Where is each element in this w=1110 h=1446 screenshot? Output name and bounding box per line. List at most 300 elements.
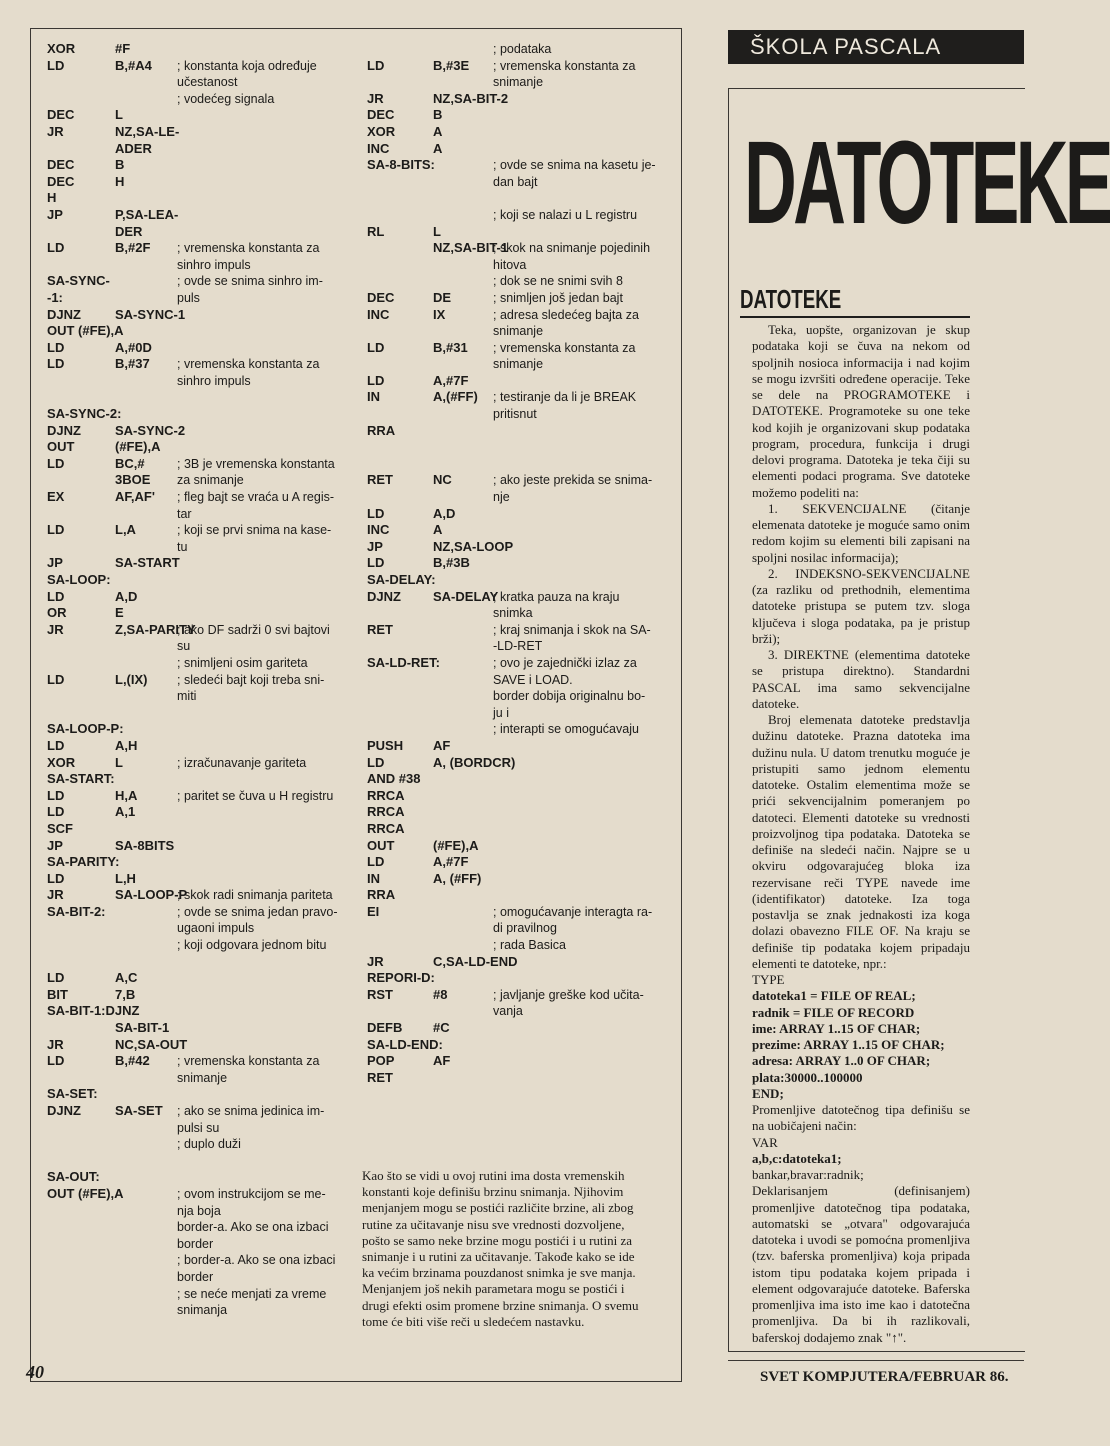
code-comment: ; izračunavanje gariteta — [177, 755, 307, 770]
code-label: SA-PARITY: — [47, 854, 120, 870]
code-label: JP — [47, 555, 63, 571]
code-comment: ; rada Basica — [493, 938, 566, 953]
code-comment — [493, 1053, 672, 1070]
code-line — [367, 987, 672, 1004]
prose-line: snimanje i u rutini za učitavanje. Takođe kako se ide — [362, 1249, 635, 1265]
code-operand: H,A — [115, 787, 138, 803]
code-operand: SA-SYNC-1 — [115, 306, 186, 322]
code-comment: ; javljanje greške kod učita- — [493, 987, 644, 1002]
code-line — [47, 1086, 347, 1103]
code-comment — [177, 41, 347, 58]
code-label — [47, 1136, 115, 1153]
code-line — [367, 522, 672, 539]
footer-rule — [728, 1360, 1024, 1361]
code-line — [367, 157, 672, 174]
code-line — [367, 638, 672, 655]
code-comment: ; vremenska konstanta za — [177, 357, 320, 372]
code-comment — [493, 1070, 672, 1087]
code-comment: ; omogućavanje interagta ra- — [493, 904, 653, 919]
code-line — [47, 1120, 347, 1137]
code-line — [47, 406, 347, 423]
code-line — [47, 240, 347, 257]
code-line — [47, 356, 347, 373]
code-comment — [493, 838, 672, 855]
code-operand — [115, 273, 177, 290]
code-comment — [177, 838, 347, 855]
code-operand — [115, 1219, 177, 1236]
code-comment — [177, 721, 347, 738]
code-operand — [433, 406, 493, 423]
code-label: SA-LD-RET: — [367, 654, 440, 670]
code-line — [47, 1070, 347, 1087]
code-line — [367, 555, 672, 572]
code-comment: ; podataka — [493, 42, 552, 56]
code-comment: pulsi su — [177, 1120, 220, 1135]
code-operand — [115, 1186, 177, 1203]
code-operand: B — [433, 107, 443, 123]
code-comment: ; vremenska konstanta za — [177, 1054, 320, 1069]
code-line — [367, 655, 672, 672]
big-title: DATOTEKE — [744, 117, 1110, 249]
code-label: SA-LOOP-P: — [47, 721, 124, 737]
code-label — [367, 705, 433, 722]
article-paragraph: 2. INDEKSNO-SEKVENCIJALNE (za razliku od prethodnih, elementima datoteke pristupa se putem tzv. sloga ključeva i sloga podataka, pa je pristup brži); — [752, 565, 970, 646]
code-label — [47, 1286, 115, 1303]
code-comment — [493, 423, 672, 440]
code-operand: A,D — [115, 588, 138, 604]
code-line — [47, 1236, 347, 1253]
code-line — [367, 887, 672, 904]
code-line — [47, 307, 347, 324]
code-label: SA-SYNC-2: — [47, 406, 122, 422]
code-comment — [177, 738, 347, 755]
code-comment: di pravilnog — [493, 921, 557, 936]
code-label: RRA — [367, 887, 396, 903]
code-comment: ; ako DF sadrži 0 svi bajtovi — [177, 622, 330, 637]
code-label: JP — [47, 206, 63, 222]
code-label — [367, 406, 433, 423]
code-comment: učestanost — [177, 75, 238, 90]
code-line — [367, 970, 672, 987]
code-operand — [433, 904, 493, 921]
code-label — [367, 672, 433, 689]
code-operand: BC,# — [115, 455, 145, 471]
code-comment — [493, 970, 672, 987]
code-comment — [493, 804, 672, 821]
code-operand — [115, 257, 177, 274]
code-operand: B,#A4 — [115, 57, 152, 73]
code-line — [367, 705, 672, 722]
code-comment — [493, 1037, 672, 1054]
code-comment: ; adresa sledećeg bajta za — [493, 307, 639, 322]
code-line — [367, 91, 672, 108]
code-comment: ; ovom instrukcijom se me- — [177, 1186, 326, 1201]
code-label: -1: — [47, 289, 63, 305]
code-label: XOR — [367, 123, 396, 139]
code-operand: A,1 — [115, 804, 136, 820]
code-line — [47, 589, 347, 606]
code-line — [47, 937, 347, 954]
code-label — [367, 920, 433, 937]
code-line — [47, 1136, 347, 1153]
code-label: H — [47, 190, 57, 206]
code-comment: ju i — [493, 705, 509, 720]
code-comment: snimka — [493, 606, 533, 621]
code-label — [47, 1153, 115, 1170]
code-comment: ; koji se nalazi u L registru — [493, 207, 638, 222]
code-label — [47, 539, 115, 556]
code-line — [47, 1053, 347, 1070]
code-label: DJNZ — [47, 1103, 81, 1118]
code-operand — [433, 41, 493, 58]
code-line — [367, 954, 672, 971]
code-label: DEC — [47, 107, 75, 123]
code-line — [367, 190, 672, 207]
code-comment — [493, 539, 672, 556]
prose-line: Kao što se vidi u ovoj rutini ima dosta vremenskih — [362, 1168, 625, 1183]
title-rule — [740, 316, 970, 318]
code-operand — [115, 1236, 177, 1253]
code-operand: A,H — [115, 737, 138, 753]
code-comment — [177, 970, 347, 987]
code-operand — [115, 1153, 177, 1170]
code-line — [367, 539, 672, 556]
code-line — [47, 1169, 347, 1186]
code-comment: ; vremenska konstanta za — [493, 340, 636, 355]
code-label — [47, 1236, 115, 1253]
code-comment: -LD-RET — [493, 639, 543, 654]
code-label: JR — [367, 90, 384, 106]
code-line — [367, 423, 672, 440]
code-comment: ; kraj snimanja i skok na SA- — [493, 622, 651, 637]
code-operand: A,D — [433, 505, 456, 521]
code-label: INC — [367, 140, 390, 156]
code-line — [47, 904, 347, 921]
code-label: LD — [367, 754, 385, 770]
code-label — [47, 1219, 115, 1236]
code-comment — [177, 954, 347, 971]
code-label: SA-SYNC- — [47, 273, 110, 289]
code-line — [367, 871, 672, 888]
article-line: a,b,c:datoteka1; — [752, 1150, 842, 1166]
code-comment — [177, 1086, 347, 1103]
code-operand — [433, 672, 493, 689]
code-label — [47, 1302, 115, 1319]
code-line — [47, 107, 347, 124]
code-label — [47, 705, 115, 722]
code-operand: Z,SA-PARITY — [115, 621, 196, 637]
code-operand: L — [115, 754, 123, 770]
code-comment — [493, 555, 672, 572]
prose-line: konstanti koje definišu brzinu snimanja. Njihovim — [362, 1184, 624, 1200]
code-label: SA-OUT: — [47, 1169, 100, 1185]
closing-paragraph — [362, 1168, 662, 1330]
code-line — [47, 738, 347, 755]
code-operand — [433, 572, 493, 589]
code-line — [47, 755, 347, 772]
code-line — [367, 622, 672, 639]
code-label — [367, 190, 433, 207]
code-operand: #8 — [433, 986, 448, 1002]
code-operand — [115, 920, 177, 937]
code-comment: ; se neće menjati za vreme — [177, 1286, 327, 1301]
code-comment: sinhro impuls — [177, 257, 251, 272]
article-line: Promenljive datotečnog tipa definišu se na uobičajeni način: — [752, 1102, 970, 1134]
code-line — [47, 1302, 347, 1319]
code-label: LD — [47, 455, 65, 471]
code-comment: snimanja — [177, 1303, 228, 1318]
code-operand — [115, 91, 177, 108]
code-operand: DE — [433, 289, 452, 305]
code-label: INC — [367, 306, 390, 322]
code-operand — [433, 970, 493, 987]
code-operand — [433, 257, 493, 274]
code-comment — [493, 190, 672, 207]
magazine-footer: SVET KOMPJUTERA/FEBRUAR 86. — [760, 1369, 1009, 1385]
code-comment — [493, 107, 672, 124]
code-comment: nja boja — [177, 1203, 221, 1218]
code-comment — [177, 224, 347, 241]
code-comment — [177, 572, 347, 589]
code-operand — [115, 771, 177, 788]
code-line — [367, 472, 672, 489]
code-line — [47, 821, 347, 838]
code-line — [367, 257, 672, 274]
code-label: SA-LOOP: — [47, 572, 111, 587]
code-comment: border — [177, 1236, 214, 1251]
code-label: LD — [47, 522, 65, 538]
code-label: OUT (#FE),A — [47, 1185, 124, 1201]
code-operand — [115, 688, 177, 705]
code-line — [47, 439, 347, 456]
code-label — [367, 41, 433, 58]
code-label — [47, 655, 115, 672]
code-label: POP — [367, 1053, 395, 1069]
code-operand: C,SA-LD-END — [433, 953, 518, 969]
code-comment: vanja — [493, 1004, 523, 1019]
code-operand: A,#0D — [115, 339, 152, 355]
code-line — [47, 340, 347, 357]
code-line — [47, 705, 347, 722]
code-label — [47, 638, 115, 655]
code-operand: A,#7F — [433, 854, 469, 870]
prose-line: tome će biti više reči u sledećem nastavku. — [362, 1313, 585, 1329]
code-operand — [115, 1120, 177, 1137]
article-line: plata:30000..100000 — [752, 1069, 863, 1085]
code-operand — [115, 937, 177, 954]
code-line — [367, 240, 672, 257]
code-line — [47, 672, 347, 689]
code-operand — [433, 74, 493, 91]
code-operand: B,#42 — [115, 1053, 150, 1069]
code-label — [47, 1252, 115, 1269]
code-operand — [115, 323, 177, 340]
code-label: LD — [367, 57, 385, 73]
code-label: LD — [47, 356, 65, 372]
code-operand: B — [115, 157, 125, 173]
code-comment: miti — [177, 689, 197, 704]
code-line — [367, 1053, 672, 1070]
code-label: SA-SET: — [47, 1086, 98, 1102]
code-comment: border — [177, 1269, 214, 1284]
code-line — [47, 871, 347, 888]
code-label: RET — [367, 1069, 393, 1085]
article-line: adresa: ARRAY 1..0 OF CHAR; — [752, 1053, 931, 1069]
code-operand: L,A — [115, 522, 136, 538]
code-operand — [433, 323, 493, 340]
code-line — [47, 688, 347, 705]
code-comment — [493, 771, 672, 788]
code-comment — [177, 439, 347, 456]
code-line — [47, 1269, 347, 1286]
code-comment — [493, 456, 672, 473]
code-label: RET — [367, 472, 393, 488]
code-comment: ; konstanta koja određuje — [177, 58, 317, 73]
code-line — [47, 655, 347, 672]
code-comment — [177, 1153, 347, 1170]
code-operand — [115, 389, 177, 406]
code-comment: ; ako jeste prekida se snima- — [493, 473, 653, 488]
code-label — [47, 389, 115, 406]
code-label — [367, 439, 433, 456]
code-comment — [177, 190, 347, 207]
code-label: LD — [47, 787, 65, 803]
code-comment — [493, 788, 672, 805]
code-label: OR — [47, 605, 67, 621]
code-label — [47, 1020, 115, 1037]
code-comment — [177, 854, 347, 871]
code-line — [367, 273, 672, 290]
article-paragraph: Broj elemenata datoteke predstavlja dužinu datoteke. Prazna datoteka ima dužinu nula. U datom trenutku moguće je pristupiti samo jednom elementu datoteke. Ostalim elementima može se prići sekvencijalnim pomeranjem po datoteci. Elementi datoteke su vrednosti proizvoljnog tipa podataka. Datoteka se definiše na sledeći način. Najpre se u okviru odgovarajućeg bloka iza rezervisane reči TYPE navede ime (identifikator) datoteke. Iza toga postavlja se znak jednakosti iza koga dolazi obavezno FILE OF. Na kraju se definiše tip podataka kojem pripadaju elementi te datoteke, npr.: — [752, 712, 970, 971]
code-comment — [177, 589, 347, 606]
prose-line: pošto se samo neke brzine mogu postići i u rutini za — [362, 1232, 633, 1248]
code-label — [367, 174, 433, 191]
code-comment: ; kratka pauza na kraju — [493, 589, 620, 604]
code-label — [47, 1120, 115, 1137]
code-comment: ; skok radi snimanja pariteta — [177, 888, 333, 903]
code-operand: AF — [433, 1053, 451, 1069]
code-label — [47, 373, 115, 390]
code-label: RRA — [367, 422, 396, 438]
code-comment — [493, 1020, 672, 1037]
code-label: LD — [47, 737, 65, 753]
code-label: DJNZ — [367, 588, 401, 604]
code-operand: SA-LOOP-P — [115, 887, 188, 903]
code-comment — [493, 522, 672, 539]
code-comment — [177, 987, 347, 1004]
code-label: JP — [47, 837, 63, 853]
code-line — [47, 854, 347, 871]
code-operand: SA-BIT-1 — [115, 1020, 170, 1036]
code-label — [367, 273, 433, 290]
code-line — [47, 771, 347, 788]
code-line — [367, 920, 672, 937]
code-comment — [177, 871, 347, 888]
code-line — [47, 58, 347, 75]
code-operand — [115, 506, 177, 523]
code-operand: A,#7F — [433, 372, 469, 388]
code-line — [47, 622, 347, 639]
code-line — [47, 489, 347, 506]
code-operand: L — [433, 223, 441, 239]
code-comment — [177, 804, 347, 821]
code-comment — [177, 771, 347, 788]
code-label: XOR — [47, 41, 76, 56]
article-line: Deklarisanjem (definisanjem) promenljive datotečnog tipa podataka, automatski se „otvara" odgovarajuća datoteka i uvodi se pomoćna promenljiva (tzv. baferska promenljiva) koja pripada istom tipu podataka kojem pripada i element odgovarajuće datoteke. Baferska promenljiva ima isto ime kao i datotečna promenljiva. Da bi ih razlikovali, baferskoj dodajemo znak "↑". — [752, 1183, 970, 1345]
prose-line: Menjanjem još nekih parametara mogu se postići i — [362, 1281, 625, 1297]
code-label — [367, 688, 433, 705]
code-label: LD — [367, 372, 385, 388]
code-label: EX — [47, 489, 65, 505]
code-label: RRCA — [367, 820, 405, 836]
code-line — [47, 970, 347, 987]
code-comment — [493, 124, 672, 141]
code-comment — [493, 141, 672, 158]
code-label: DJNZ — [47, 306, 81, 322]
code-comment — [177, 1020, 347, 1037]
code-line — [367, 755, 672, 772]
code-operand: AF — [433, 737, 451, 753]
code-operand — [115, 1302, 177, 1319]
code-line — [367, 141, 672, 158]
code-line — [47, 389, 347, 406]
code-label — [47, 1070, 115, 1087]
code-operand: B,#3E — [433, 57, 470, 73]
code-label: SA-BIT-2: — [47, 903, 106, 919]
code-line — [367, 74, 672, 91]
code-operand: A,(#FF) — [433, 389, 478, 405]
code-line — [47, 954, 347, 971]
code-operand — [433, 721, 493, 738]
code-operand — [115, 190, 177, 207]
code-operand — [433, 804, 493, 821]
code-operand — [115, 1169, 177, 1186]
code-line — [367, 207, 672, 224]
code-comment: pritisnut — [493, 407, 537, 422]
code-line — [367, 854, 672, 871]
code-operand — [115, 854, 177, 871]
code-comment: ; dok se ne snimi svih 8 — [493, 274, 623, 289]
code-comment — [493, 821, 672, 838]
article-line: prezime: ARRAY 1..15 OF CHAR; — [752, 1037, 945, 1052]
code-comment: nje — [493, 490, 510, 505]
page-number: 40 — [26, 1362, 44, 1382]
code-comment — [177, 174, 347, 191]
code-line — [367, 356, 672, 373]
code-label: LD — [367, 339, 385, 355]
code-line — [47, 273, 347, 290]
code-label: AND #38 — [367, 771, 421, 787]
code-line — [47, 290, 347, 307]
code-label: DEC — [47, 173, 75, 189]
code-comment — [493, 871, 672, 888]
code-operand: A — [433, 140, 443, 156]
code-operand — [433, 423, 493, 440]
code-label: LD — [367, 505, 385, 521]
code-line — [367, 605, 672, 622]
code-comment — [493, 506, 672, 523]
code-operand — [433, 771, 493, 788]
code-label: REPORI-D: — [367, 970, 435, 986]
code-comment: ; paritet se čuva u H registru — [177, 788, 334, 803]
code-comment: snimanje — [493, 357, 544, 372]
code-line — [47, 1186, 347, 1203]
code-operand — [433, 622, 493, 639]
code-line — [367, 456, 672, 473]
code-line — [47, 1219, 347, 1236]
code-column-middle — [367, 41, 672, 1086]
code-label: SCF — [47, 820, 73, 836]
